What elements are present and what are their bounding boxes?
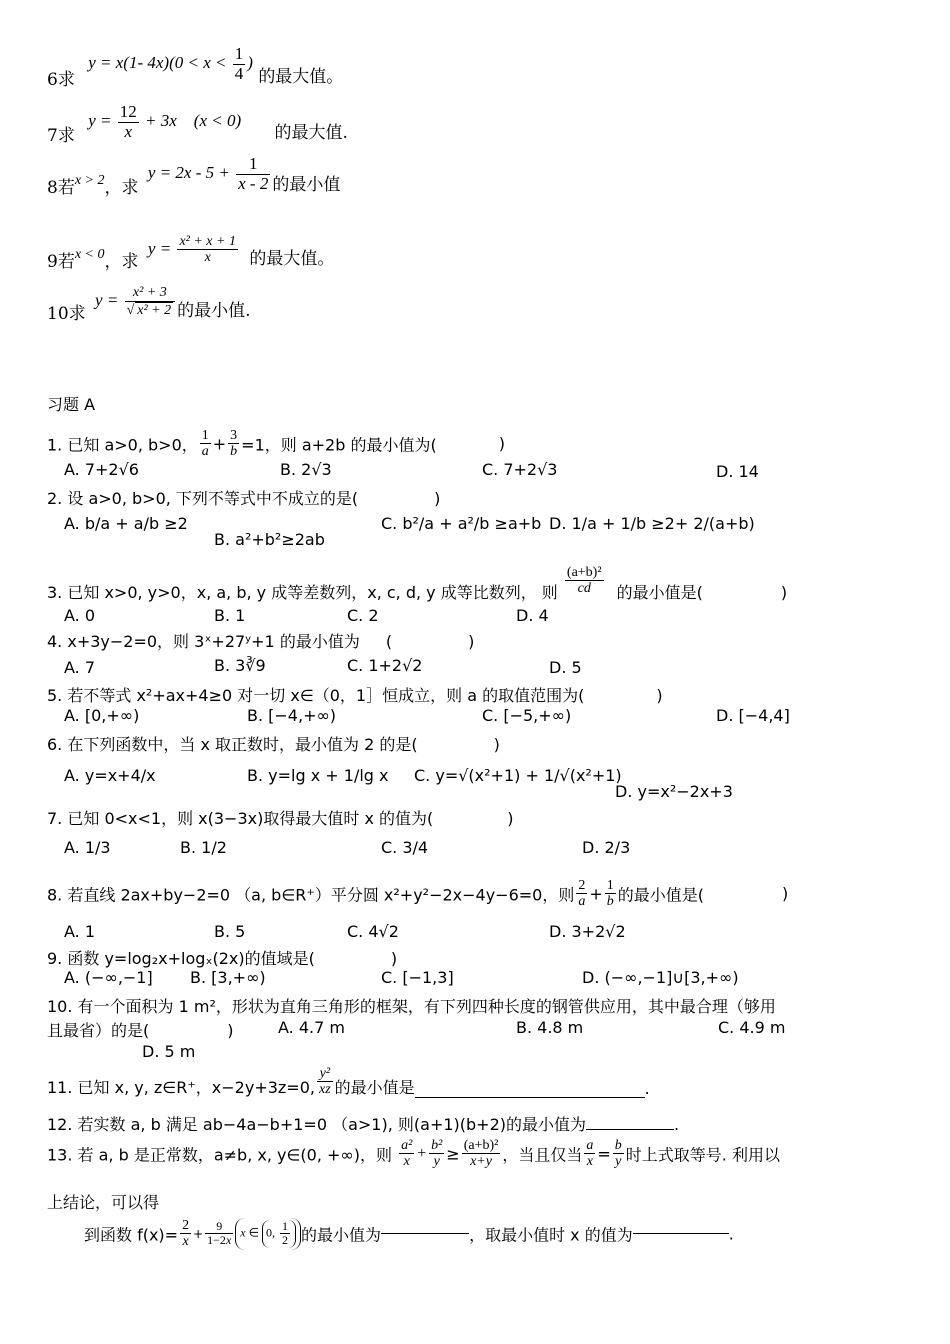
q3-option-b[interactable]: B. 1 — [214, 606, 246, 625]
q5-option-a[interactable]: A. [0,+∞) — [64, 706, 140, 725]
question-open: ( — [385, 632, 393, 651]
question-close: ) — [390, 949, 398, 968]
q7-option-c[interactable]: C. 3/4 — [381, 838, 429, 857]
question-stem: 9. 函数 y=log₂x+logₓ(2x)的值域是( — [47, 949, 315, 968]
formula: y = $\frac{\text{x² + 3}}{\text{√ x² + 2}}$ — [95, 285, 177, 318]
question-close: ) — [507, 809, 514, 828]
q1-option-d[interactable]: D. 14 — [716, 462, 759, 481]
q6-option-d[interactable]: D. y=x²−2x+3 — [615, 782, 733, 801]
question-13-line3: 到函数 f(x)= $\frac{2}{x}$ + $\frac{9}{1-2x}$ x ∈ 0, $\frac{1}{2}$ 的最小值为 ，取最小值时 x 的值为 . — [84, 1218, 734, 1250]
question-5 — [47, 683, 663, 706]
question-stem: 2. 设 a>0, b>0, 下列不等式中不成立的是( — [47, 489, 359, 508]
period: . — [674, 1115, 680, 1134]
problem-10 — [47, 285, 251, 324]
question-close: ) — [656, 686, 663, 705]
question-stem: 3. 已知 x>0, y>0，x, a, b, y 成等差数列，x, c, d, y 成等比数列， 则 — [47, 583, 558, 602]
period: . — [728, 1224, 734, 1244]
formula: y = $\frac{12}{x}$ + 3x (x < 0) — [88, 102, 242, 141]
question-13-line2: 上结论，可以得 — [47, 1193, 160, 1212]
q10-option-b[interactable]: B. 4.8 m — [516, 1018, 584, 1037]
q8-option-c[interactable]: C. 4√2 — [347, 922, 399, 941]
question-tail: 的最小值是( — [617, 885, 705, 905]
question-close: ) — [782, 884, 789, 904]
q7-option-b[interactable]: B. 1/2 — [180, 838, 227, 857]
period: . — [644, 1078, 650, 1098]
q10-option-a[interactable]: A. 4.7 m — [278, 1018, 345, 1037]
question-3: 3. 已知 x>0, y>0，x, a, b, y 成等差数列，x, c, d, y 成等比数列， 则 $\frac{\text{(a+b)²}}{cd}$ 的最小值是( ) — [47, 564, 788, 602]
q8-option-d[interactable]: D. 3+2√2 — [549, 922, 626, 941]
question-close: ) — [780, 583, 788, 602]
q2-option-c[interactable]: C. b²/a + a²/b ≥a+b — [381, 514, 542, 533]
problem-number: 7求 — [47, 126, 75, 146]
q1-option-c[interactable]: C. 7+2√3 — [482, 460, 558, 479]
question-13-line1: 13. 若 a, b 是正常数，a≠b, x, y∈(0, +∞)，则 $\frac{\text{a²}}{x}$ + $\frac{\text{b²}}{y}$ ≥ $\frac{\text{(a+b)²}}{x+y}$ ，当且仅当 $\frac{a}{x}$ = $\frac{b}{y}$ 时上式取等号. 利用以 — [47, 1138, 780, 1170]
question-stem: 12. 若实数 a, b 满足 ab−4a−b+1=0 （a>1), 则(a+1)(b+2)的最小值为 — [47, 1115, 587, 1134]
q4-option-b[interactable]: B. 3∛9 — [214, 656, 266, 675]
question-stem: 1. 已知 a>0, b>0， — [47, 435, 198, 455]
q6-option-b[interactable]: B. y=lg x + 1/lg x — [247, 766, 389, 785]
problem-number: 10求 — [47, 304, 86, 324]
question-stem: 且最省）的是( — [47, 1021, 150, 1040]
question-4 — [47, 629, 474, 652]
question-12 — [47, 1112, 679, 1135]
question-stem: 4. x+3y−2=0，则 3ˣ+27ʸ+1 的最小值为 — [47, 632, 360, 651]
q4-option-d[interactable]: D. 5 — [549, 658, 582, 677]
problem-tail: 的最大值。 — [249, 249, 335, 269]
question-close: ) — [493, 735, 500, 754]
question-close: ) — [468, 632, 475, 651]
question-11: 11. 已知 x, y, z∈R⁺，x−2y+3z=0, $\frac{\text{y²}}{xz}$ 的最小值是 . — [47, 1066, 650, 1098]
problem-8 — [47, 154, 341, 198]
question-stem: ，取最小值时 x 的值为 — [469, 1225, 633, 1245]
question-stem: =1，则 a+2b 的最小值为( — [241, 435, 437, 455]
q6-option-c[interactable]: C. y=√(x²+1) + 1/√(x²+1) — [414, 766, 622, 785]
q4-option-a[interactable]: A. 7 — [64, 658, 96, 677]
problem-9 — [47, 233, 335, 272]
question-stem: 7. 已知 0<x<1，则 x(3−3x)取得最大值时 x 的值为( — [47, 809, 434, 828]
q5-option-b[interactable]: B. [−4,+∞) — [247, 706, 337, 725]
problem-number: 9若 — [47, 252, 75, 272]
formula: y = $\frac{\text{x² + x + 1}}{x}$ — [147, 233, 236, 265]
question-tail: 的最小值是 — [334, 1077, 415, 1097]
section-title: 习题 A — [47, 395, 96, 414]
q9-option-d[interactable]: D. (−∞,−1]∪[3,+∞) — [582, 968, 739, 987]
problem-7 — [47, 102, 348, 146]
question-stem: 13. 若 a, b 是正常数，a≠b, x, y∈(0, +∞)，则 — [47, 1145, 392, 1165]
question-stem: 6. 在下列函数中，当 x 取正数时，最小值为 2 的是( — [47, 735, 418, 754]
question-1: 1. 已知 a>0, b>0， $\frac{1}{a}$ + $\frac{3}{b}$ =1，则 a+2b 的最小值为( ) — [47, 428, 505, 460]
question-mid: ，当且仅当 — [502, 1145, 583, 1165]
question-tail: 的最小值是( — [616, 583, 703, 602]
question-stem: 的最小值为 — [301, 1225, 382, 1245]
problem-tail: 的最小值. — [177, 301, 251, 321]
condition: x < 0 — [74, 246, 105, 262]
q9-option-c[interactable]: C. [−1,3] — [381, 968, 454, 987]
q8-option-b[interactable]: B. 5 — [214, 922, 246, 941]
problem-6 — [47, 44, 344, 90]
q3-option-c[interactable]: C. 2 — [347, 606, 379, 625]
q2-option-d[interactable]: D. 1/a + 1/b ≥2+ 2/(a+b) — [549, 514, 755, 533]
q6-option-a[interactable]: A. y=x+4/x — [64, 766, 156, 785]
problem-tail: 的最大值. — [274, 123, 348, 143]
q1-option-b[interactable]: B. 2√3 — [280, 460, 332, 479]
question-8: 8. 若直线 2ax+by−2=0 （a, b∈R⁺）平分圆 x²+y²−2x−4y−6=0，则 $\frac{2}{a}$ + $\frac{1}{b}$ 的最小值是( ) — [47, 878, 789, 910]
problem-number: 6求 — [47, 70, 75, 90]
question-9 — [47, 946, 397, 969]
answer-blank-min[interactable] — [381, 1233, 469, 1234]
q4-option-c[interactable]: C. 1+2√2 — [347, 656, 423, 675]
q2-option-a[interactable]: A. b/a + a/b ≥2 — [64, 514, 188, 533]
question-stem: 11. 已知 x, y, z∈R⁺，x−2y+3z=0, — [47, 1077, 315, 1097]
question-close: ) — [498, 434, 505, 454]
question-7 — [47, 806, 514, 829]
q9-option-a[interactable]: A. (−∞,−1] — [64, 968, 153, 987]
condition: x > 2 — [74, 172, 105, 188]
q9-option-b[interactable]: B. [3,+∞) — [190, 968, 266, 987]
q10-option-d[interactable]: D. 5 m — [142, 1042, 196, 1061]
question-tail: 时上式取等号. 利用以 — [625, 1145, 780, 1165]
formula: y = x(1- 4x)(0 < x < $\frac{1}{4}$ ) — [88, 44, 253, 83]
question-stem: 8. 若直线 2ax+by−2=0 （a, b∈R⁺）平分圆 x²+y²−2x−4y−6=0，则 — [47, 885, 575, 905]
answer-blank-x[interactable] — [633, 1233, 729, 1234]
question-6 — [47, 732, 500, 755]
question-10-line2 — [47, 1018, 234, 1041]
question-close: ) — [227, 1021, 234, 1040]
problem-mid: ，求 — [104, 252, 139, 272]
q7-option-a[interactable]: A. 1/3 — [64, 838, 111, 857]
problem-tail: 的最小值 — [272, 175, 341, 195]
q5-option-c[interactable]: C. [−5,+∞) — [482, 706, 572, 725]
question-stem: 5. 若不等式 x²+ax+4≥0 对一切 x∈（0，1］恒成立，则 a 的取值范围为( — [47, 686, 585, 705]
problem-number: 8若 — [47, 178, 75, 198]
formula: y = 2x - 5 + $\frac{1}{x - 2}$ — [147, 154, 269, 193]
question-close: ) — [434, 489, 441, 508]
q10-option-c[interactable]: C. 4.9 m — [718, 1018, 786, 1037]
answer-blank[interactable] — [415, 1097, 645, 1098]
q8-option-a[interactable]: A. 1 — [64, 922, 96, 941]
q2-option-b[interactable]: B. a²+b²≥2ab — [214, 530, 325, 549]
q5-option-d[interactable]: D. [−4,4] — [716, 706, 790, 725]
q3-option-a[interactable]: A. 0 — [64, 606, 96, 625]
q1-option-a[interactable]: A. 7+2√6 — [64, 460, 139, 479]
question-2 — [47, 486, 440, 509]
problem-tail: 的最大值。 — [258, 67, 344, 87]
question-10-line1: 10. 有一个面积为 1 m²，形状为直角三角形的框架，有下列四种长度的钢管供应用，其中最合理（够用 — [47, 997, 776, 1016]
question-stem: 到函数 f(x)= — [84, 1225, 179, 1245]
answer-blank[interactable] — [586, 1129, 674, 1130]
q3-option-d[interactable]: D. 4 — [516, 606, 549, 625]
problem-mid: ，求 — [104, 178, 139, 198]
q7-option-d[interactable]: D. 2/3 — [582, 838, 631, 857]
